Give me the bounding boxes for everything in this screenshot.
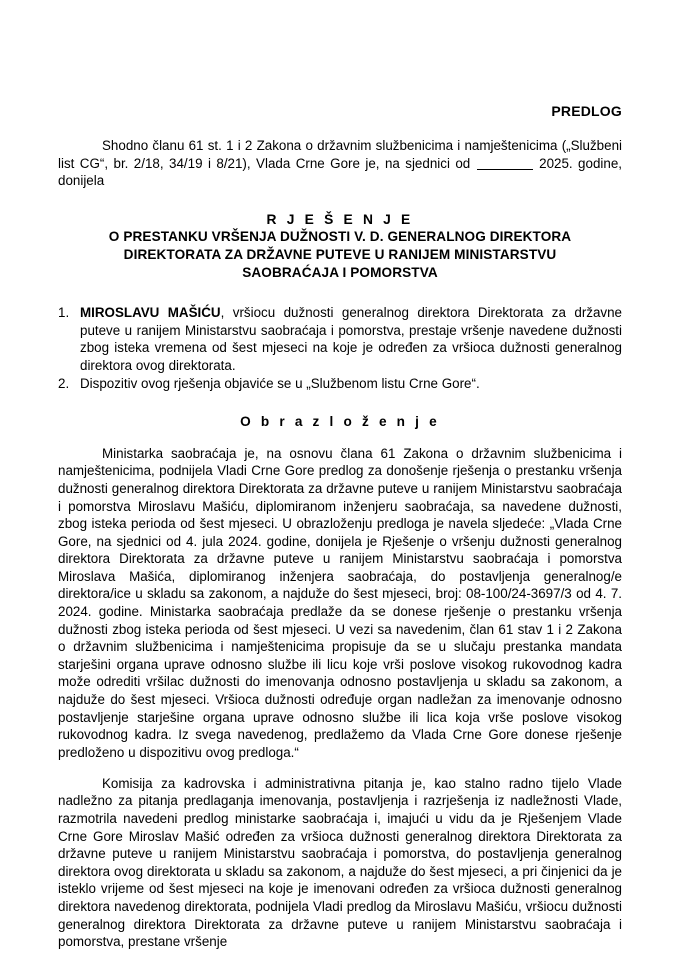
document-content: [58, 0, 622, 960]
date-blank-line: [477, 169, 533, 170]
list-item: [58, 375, 622, 393]
list-item-number: 2.: [58, 375, 70, 391]
dispositive-list: [58, 304, 622, 392]
header-mark-predlog: PREDLOG: [551, 103, 622, 119]
intro-text-before-blank: Shodno članu 61 st. 1 i 2 Zakona o državnim službenicima i namještenicima („Službeni list CG“, br. 2/18, 34/19 i 8/21), Vlada Crne Gore je, na sjednici od: [58, 138, 622, 171]
intro-paragraph: [58, 137, 622, 190]
list-item-body: Dispozitiv ovog rješenja objaviće se u „Službenom listu Crne Gore“.: [80, 375, 480, 391]
decision-subtitle-line-1: O PRESTANKU VRŠENJA DUŽNOSTI V. D. GENERALNOG DIREKTORA: [108, 229, 572, 245]
decision-subtitle-line-2: DIREKTORATA ZA DRŽAVNE PUTEVE U RANIJEM MINISTARSTVU: [123, 246, 557, 262]
intro-text-after-blank: 2025. godine, donijela: [58, 155, 622, 189]
list-item-bold-lead: MIROSLAVU MAŠIĆU: [80, 305, 221, 321]
explanation-paragraph-1: Ministarka saobraćaja je, na osnovu člana 61 Zakona o državnim službenicima i namještenicima, podnijela Vladi Crne Gore predlog za donošenje rješenja o prestanku vršenja dužnosti generalnog direktora Direktorata za državne puteve u ranijem Ministarstvu saobraćaja i pomorstva Miroslavu Mašiću, diplomiranom inženjeru saobraćaja, sa navedene dužnosti, zbog isteka perioda od šest mjeseci. U obrazloženju predloga je navela sljedeće: „Vlada Crne Gore, na sjednici od 4. jula 2024. godine, donijela je Rješenje o vršenju dužnosti generalnog direktora Direktorata za državne puteve u ranijem Ministarstvu saobraćaja i pomorstva Miroslava Mašića, diplomiranog inženjera saobraćaja, do postavljenja generalnog/e direktora/ice u skladu sa zakonom, a najduže do šest mjeseci, broj: 08-100/24-3697/3 od 4. 7. 2024. godine. Ministarka saobraćaja predlaže da se donese rješenje o prestanku vršenja dužnosti zbog isteka perioda od šest mjeseci. U vezi sa navedenim, član 61 stav 1 i 2 Zakona o državnim službenicima i namještenicima propisuje da se u slučaju prestanka mandata starješini organa uprave odnosno službe ili licu koje vrši poslove visokog rukovodnog kadra može odrediti vršilac dužnosti do imenovanja odnosno postavljenja u skladu sa zakonom, a najduže do šest mjeseci. Vršioca dužnosti određuje organ nadležan za imenovanje odnosno postavljenje starješine organa uprave odnosno službe ili lica koja vrše poslove visokog rukovodnog kadra. Iz svega navedenog, predlažemo da Vlada Crne Gore donese rješenje predloženo u dispozitivu ovog predloga.“: [58, 445, 622, 760]
list-item-body: , vršiocu dužnosti generalnog direktora Direktorata za državne puteve u ranijem Ministarstvu saobraćaja i pomorstva, prestaje vršenje navedene dužnosti zbog isteka vremena od šest mjeseci na koje je određen za vršioca dužnosti generalnog direktora ovog direktorata.: [80, 305, 623, 373]
list-item-number: 1.: [58, 305, 70, 321]
list-item: [58, 304, 622, 374]
explanation-heading: O b r a z l o ž e n j e: [240, 414, 440, 430]
decision-subtitle-line-3: SAOBRAĆAJA I POMORSTVA: [242, 264, 438, 280]
decision-heading-block: [58, 211, 622, 281]
list-item-text: [80, 375, 622, 393]
list-item-text: [80, 304, 622, 374]
header-mark-row: [58, 0, 622, 121]
decision-title: R J E Š E N J E: [266, 211, 414, 227]
explanation-paragraph-2: Komisija za kadrovska i administrativna pitanja je, kao stalno radno tijelo Vlade nadležno za pitanja predlaganja imenovanja, postavljenja i razrješenja iz nadležnosti Vlade, razmotrila navedeni predlog ministarke saobraćaja i, imajući u vidu da je Rješenjem Vlade Crne Gore Miroslav Mašić određen za vršioca dužnosti generalnog direktora Direktorata za državne puteve u ranijem Ministarstvu saobraćaja i pomorstva, do postavljenja generalnog direktora ovog direktorata u skladu sa zakonom, a najduže do šest mjeseci, a pri činjenici da je isteklo vrijeme od šest mjeseci na koje je imenovani određen za vršioca dužnosti generalnog direktora navedenog direktorata, podnijela Vladi predlog da Miroslavu Mašiću, vršiocu dužnosti generalnog direktora Direktorata za državne puteve u ranijem Ministarstvu saobraćaja i pomorstva, prestane vršenje: [58, 775, 622, 950]
